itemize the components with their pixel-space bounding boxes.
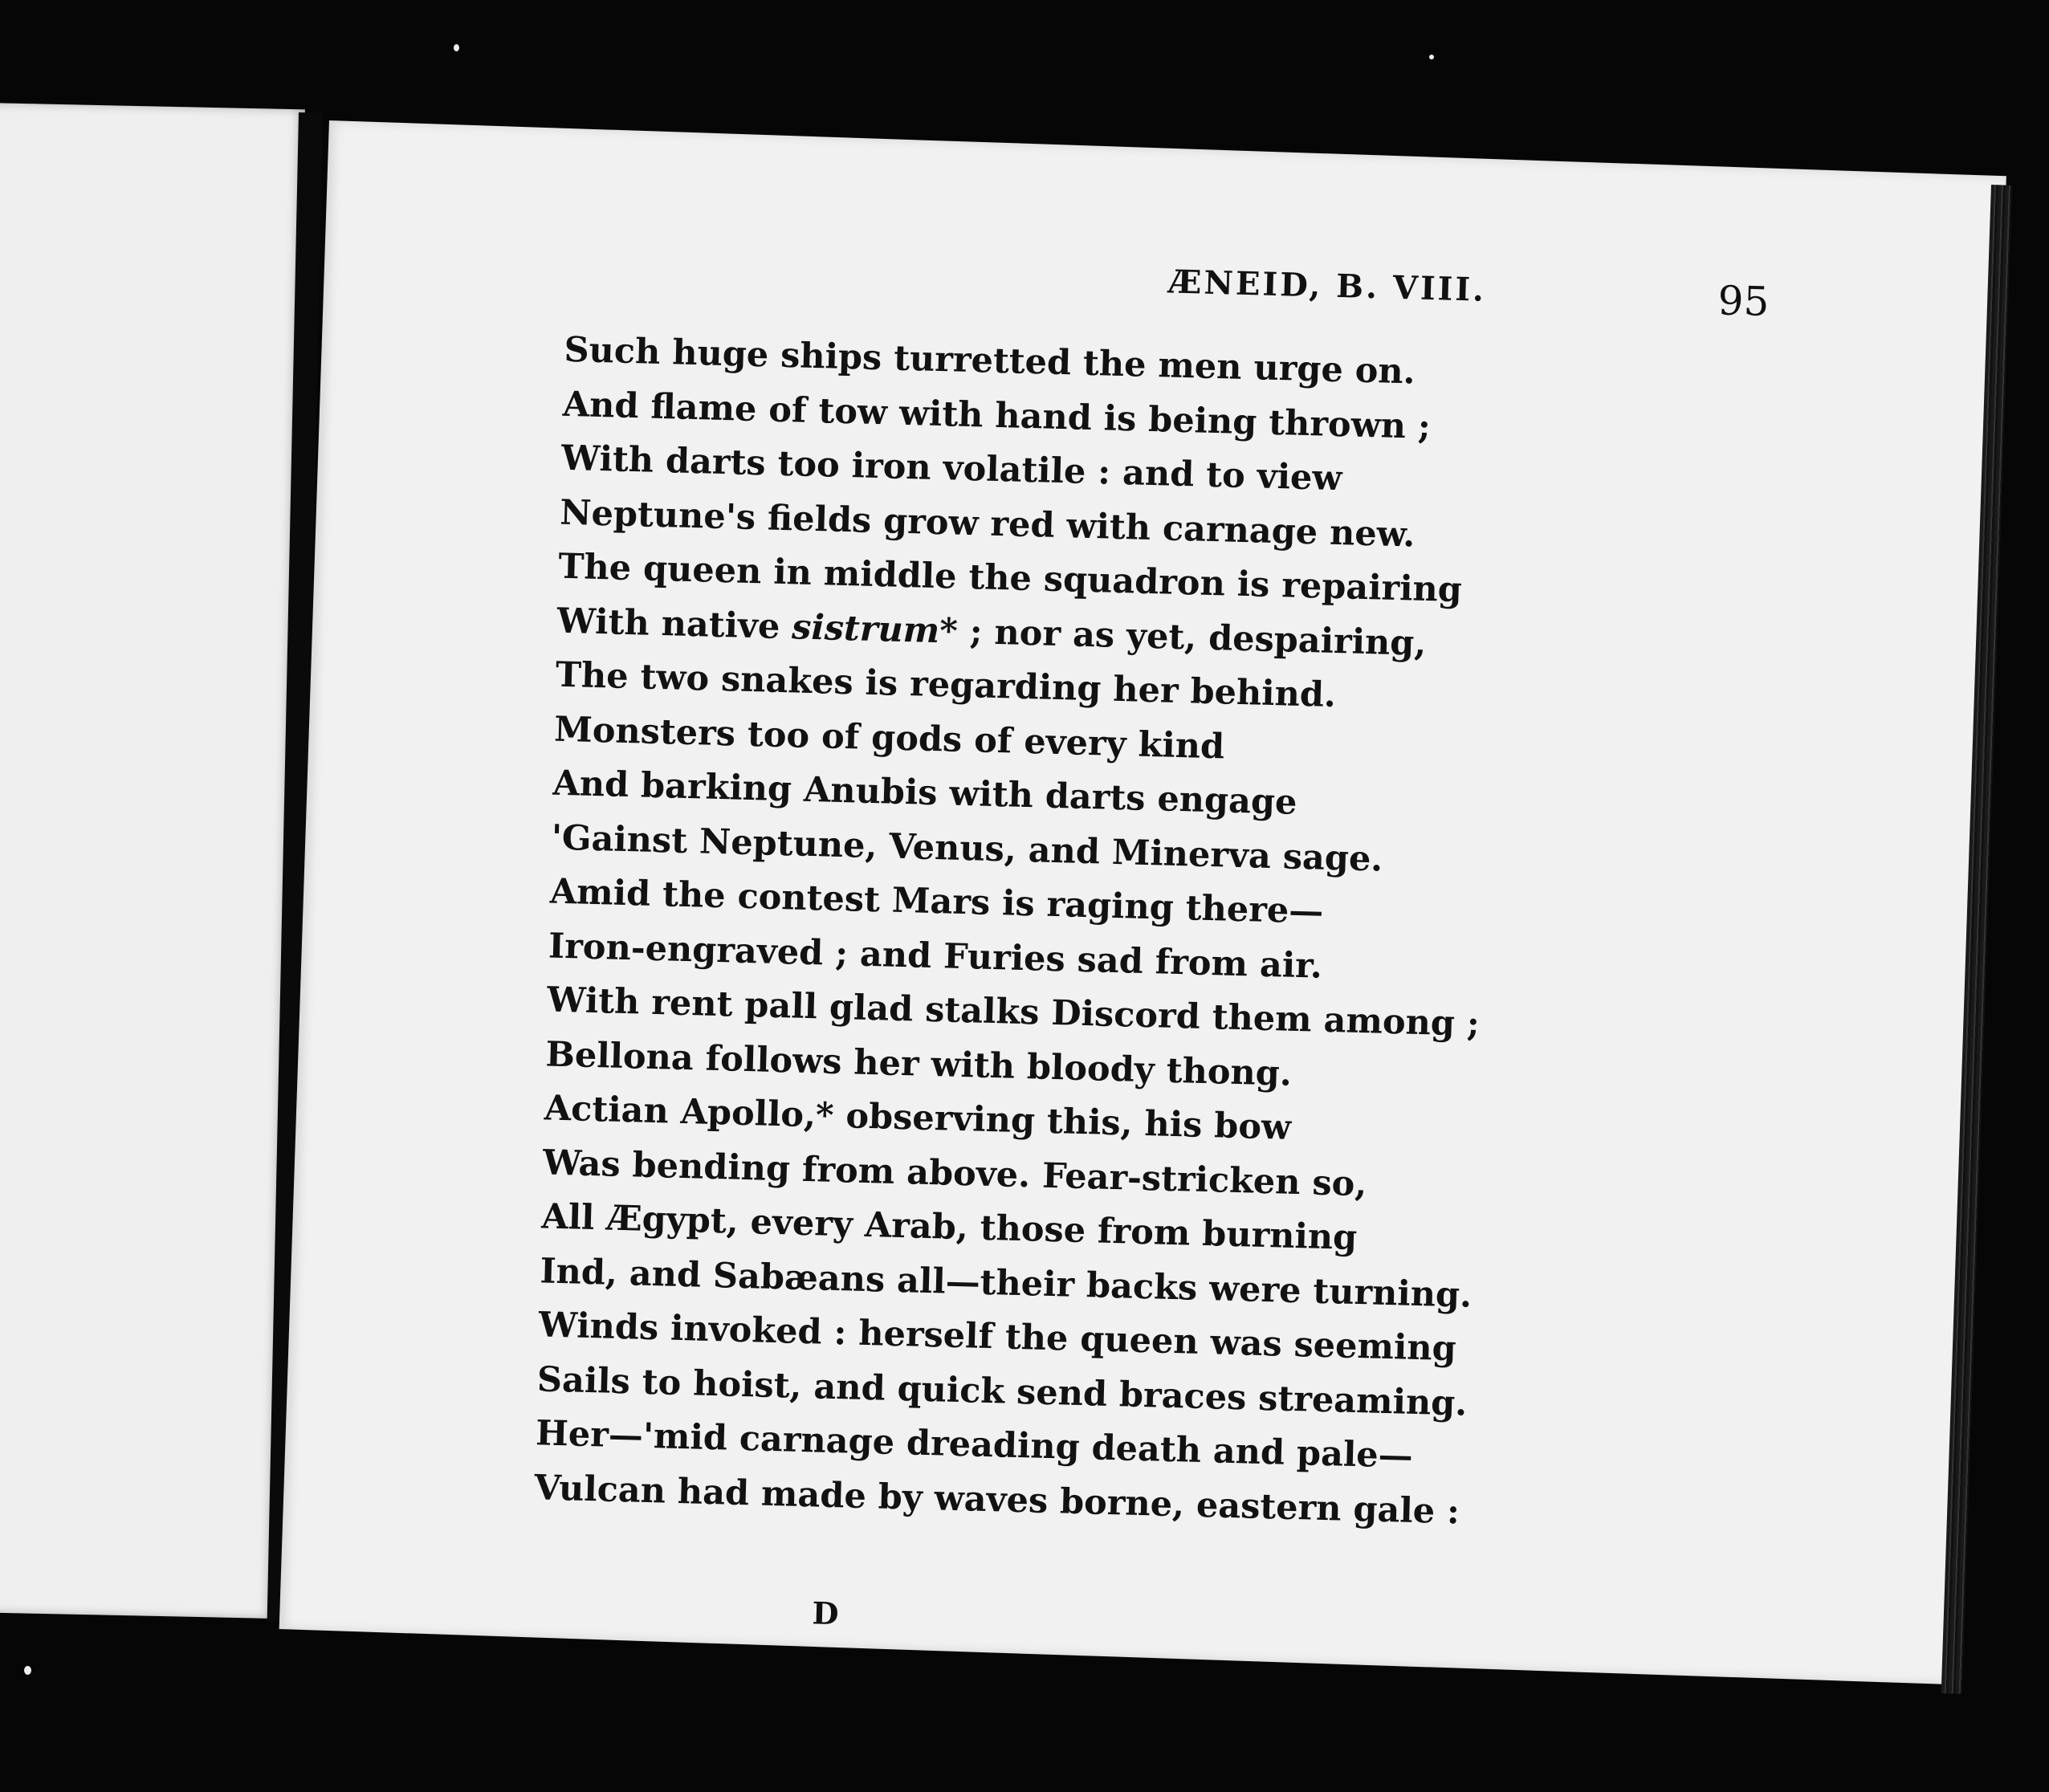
poem-line: Sails to hoist, and quick send braces streaming. bbox=[536, 1358, 1468, 1424]
poem-line: And barking Anubis with darts engage bbox=[552, 763, 1298, 823]
line-text: With native bbox=[556, 601, 792, 647]
poem-line: And flame of tow with hand is being thrown ; bbox=[562, 384, 1432, 447]
poem-line: Iron-engraved ; and Furies sad from air. bbox=[548, 926, 1323, 987]
poem-line: Vulcan had made by waves borne, eastern gale : bbox=[533, 1467, 1460, 1532]
poem-line: Bellona follows her with bloody thong. bbox=[544, 1033, 1293, 1094]
page-content bbox=[290, 120, 2006, 1673]
poem-line: 'Gainst Neptune, Venus, and Minerva sage. bbox=[551, 817, 1383, 880]
poem-line: All Ægypt, every Arab, those from burning bbox=[540, 1196, 1358, 1258]
poem-line: Such huge ships turretted the men urge on. bbox=[563, 329, 1416, 393]
poem-line: The two snakes is regarding her behind. bbox=[555, 654, 1337, 716]
poem-line: Ind, and Sabæans all—their backs were turning. bbox=[539, 1250, 1473, 1316]
poem-line: Her—'mid carnage dreading death and pale— bbox=[535, 1413, 1414, 1476]
left-page bbox=[0, 103, 305, 1619]
page-number: 95 bbox=[1717, 277, 1770, 326]
poem-text bbox=[533, 324, 1481, 1538]
poem-line: Neptune's fields grow red with carnage new. bbox=[559, 492, 1416, 556]
right-page bbox=[279, 120, 2006, 1684]
poem-line: Actian Apollo,* observing this, his bow bbox=[544, 1088, 1292, 1148]
poem-line: With darts too iron volatile : and to view bbox=[560, 438, 1343, 499]
dust-speck bbox=[1429, 55, 1434, 59]
poem-line: The queen in middle the squadron is repairing bbox=[557, 546, 1463, 611]
dust-speck bbox=[24, 1666, 31, 1675]
dust-speck bbox=[454, 44, 459, 51]
italic-word: sistrum bbox=[791, 606, 940, 651]
poem-line: Was bending from above. Fear-stricken so, bbox=[542, 1142, 1367, 1204]
line-text: * ; nor as yet, despairing, bbox=[939, 610, 1427, 664]
running-head: ÆNEID, B. VIII. bbox=[1167, 263, 1487, 309]
poem-line: With rent pall glad stalks Discord them among ; bbox=[546, 979, 1481, 1045]
poem-line: Monsters too of gods of every kind bbox=[553, 709, 1225, 767]
poem-line: Winds invoked : herself the queen was seeming bbox=[538, 1305, 1457, 1370]
signature-mark: D bbox=[811, 1594, 840, 1632]
poem-line: Amid the contest Mars is raging there— bbox=[549, 871, 1324, 932]
